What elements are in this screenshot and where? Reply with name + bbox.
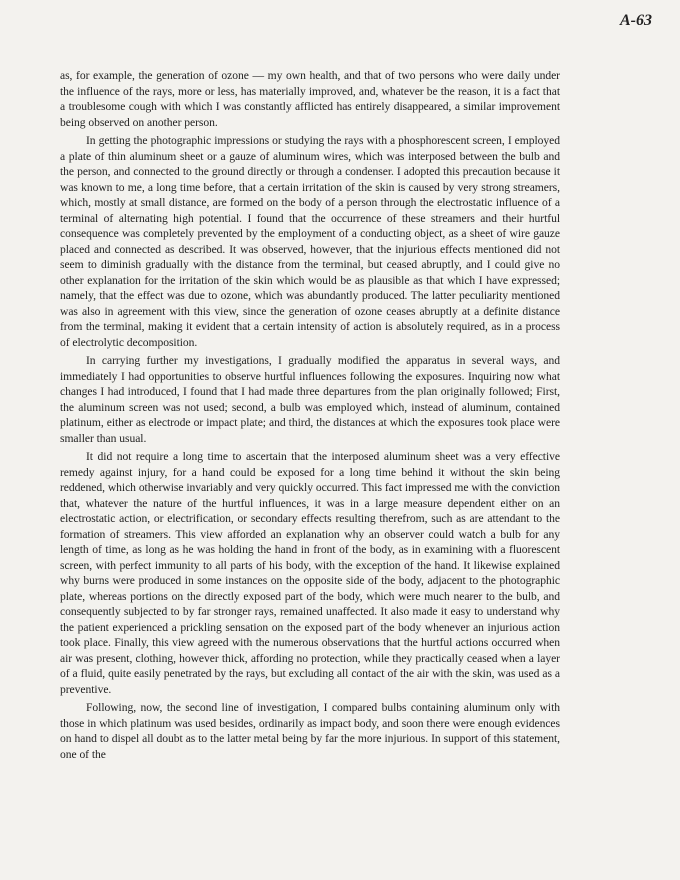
page-number: A-63 <box>620 12 652 29</box>
body-text <box>60 68 560 765</box>
paragraph-4: It did not require a long time to ascertain that the interposed aluminum sheet was a very effective remedy against injury, for a hand could be exposed for a long time behind it without the skin being reddened, which otherwise invariably and very quickly occurred. This fact impressed me with the conviction that, whatever the nature of the hurtful influences, it was in a large measure dependent either on an electrostatic action, or electrification, or secondary effects resulting therefrom, such as are attendant to the formation of streamers. This view afforded an explanation why an observer could watch a bulb for any length of time, as long as he was holding the hand in front of the body, as in examining with a fluorescent screen, with perfect immunity to all parts of his body, with the exception of the hand. It likewise explained why burns were produced in some instances on the opposite side of the body, adjacent to the photographic plate, whereas portions on the directly exposed part of the body, which were much nearer to the bulb, and consequently subjected to by far stronger rays, remained unaffected. It also made it easy to understand why the patient experienced a prickling sensation on the exposed part of the body whenever an injurious action took place. Finally, this view agreed with the numerous observations that the hurtful actions occurred when air was present, clothing, however thick, affording no protection, while they practically ceased when a layer of a fluid, quite easily penetrated by the rays, but excluding all contact of the air with the skin, was used as a preventive. <box>60 450 560 696</box>
paragraph-2: In getting the photographic impressions or studying the rays with a phosphorescent screen, I employed a plate of thin aluminum sheet or a gauze of aluminum wires, which was interposed between the bulb and the person, and connected to the ground directly or through a condenser. I adopted this precaution because it was known to me, a long time before, that a certain irritation of the skin is caused by very strong streamers, which, mostly at small distance, are formed on the body of a person through the electrostatic influence of a terminal of alternating high potential. I found that the occurrence of these streamers and their hurtful consequence was completely prevented by the employment of a conducting object, as a sheet of wire gauze placed and connected as described. It was observed, however, that the injurious effects mentioned did not seem to diminish gradually with the distance from the terminal, but ceased abruptly, and I could give no other explanation for the irritation of the skin which would be as plausible as that which I have expressed; namely, that the effect was due to ozone, which was abundantly produced. The latter peculiarity mentioned was also in agreement with this view, since the generation of ozone ceases abruptly at a definite distance from the terminal, making it evident that a certain intensity of action is absolutely required, as in a process of electrolytic decomposition. <box>60 134 560 349</box>
paragraph-3: In carrying further my investigations, I gradually modified the apparatus in several ways, and immediately I had opportunities to observe hurtful influences following the exposures. Inquiring now what changes I had introduced, I found that I had made three departures from the plan originally followed; First, the aluminum screen was not used; second, a bulb was employed which, instead of aluminum, contained platinum, either as electrode or impact plate; and third, the distances at which the exposures took place were smaller than usual. <box>60 354 560 445</box>
paragraph-1: as, for example, the generation of ozone — my own health, and that of two persons who were daily under the influence of the rays, more or less, has materially improved, and, whatever be the reason, it is a fact that a troublesome cough with which I was constantly afflicted has entirely disappeared, a similar improvement being observed on another person. <box>60 69 560 129</box>
paragraph-5: Following, now, the second line of investigation, I compared bulbs containing aluminum only with those in which platinum was used besides, ordinarily as impact body, and soon there were enough evidences on hand to dispel all doubt as to the latter metal being by far the more injurious. In support of this statement, one of the <box>60 701 560 761</box>
